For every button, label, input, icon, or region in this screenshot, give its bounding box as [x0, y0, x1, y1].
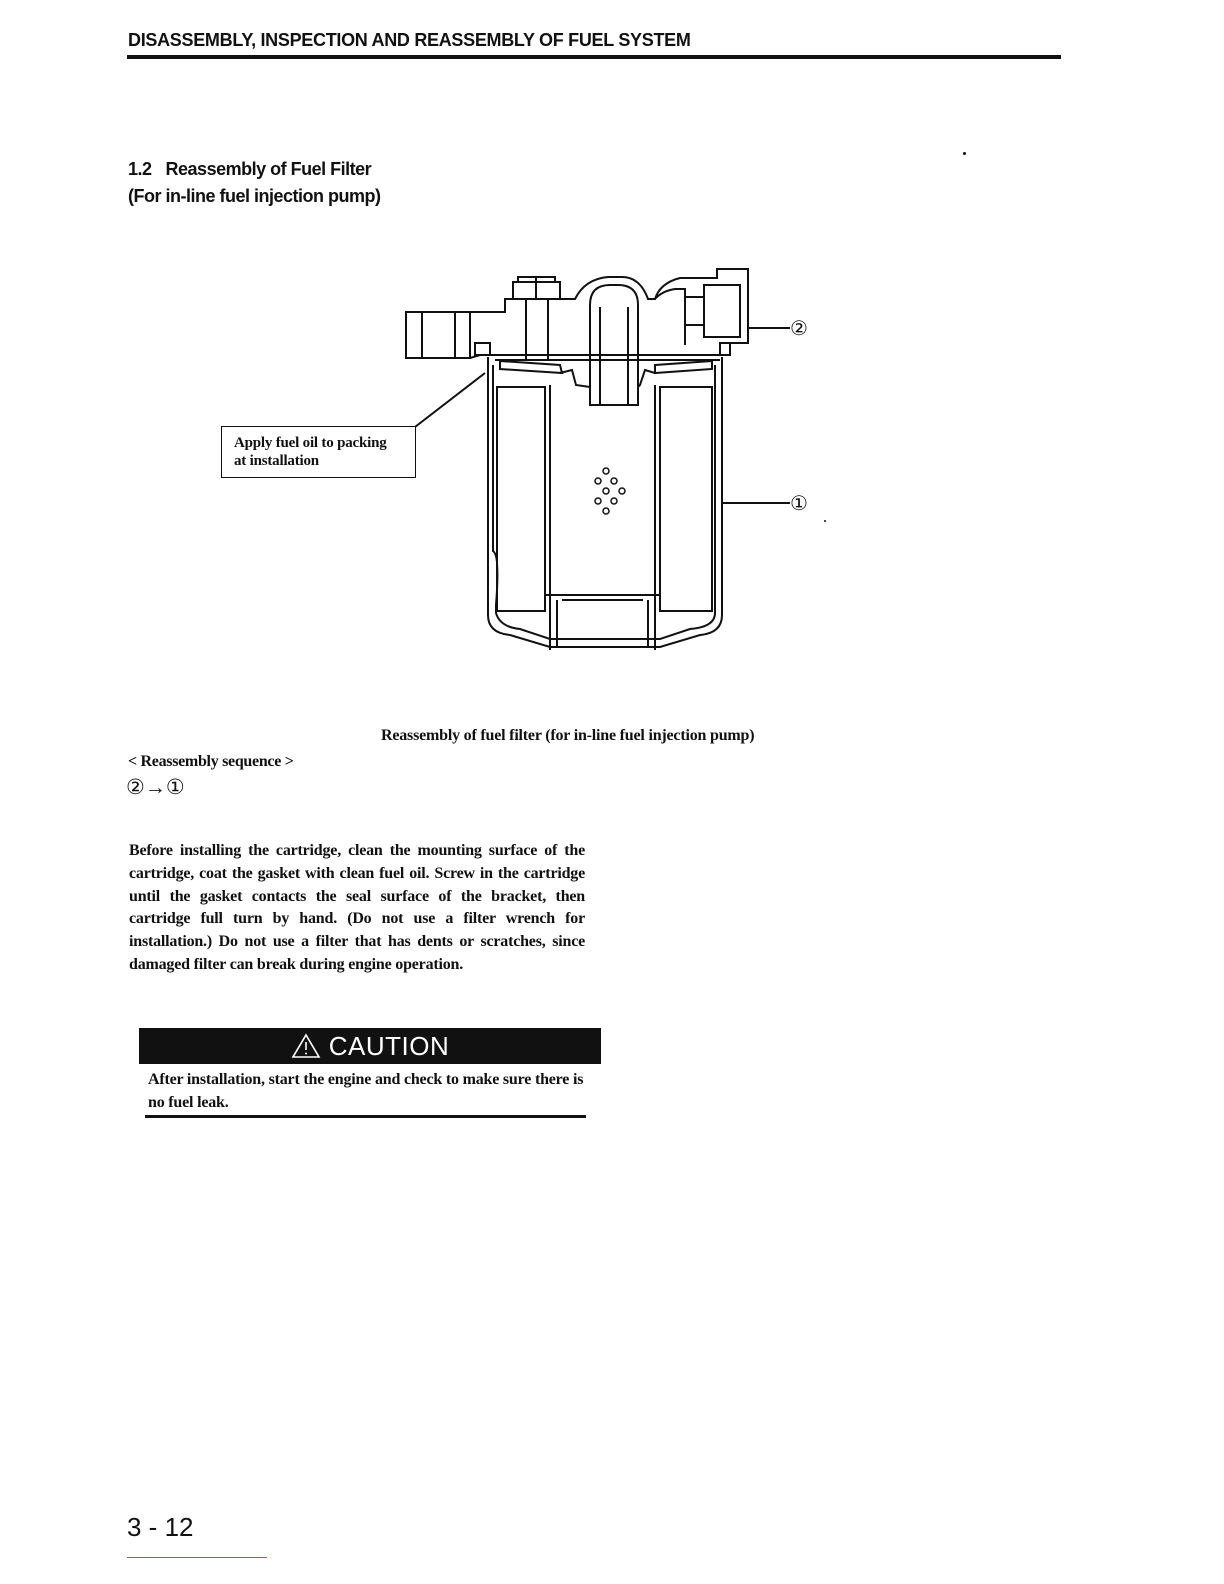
caution-title: CAUTION: [328, 1030, 450, 1061]
callout-line-1: Apply fuel oil to packing: [234, 435, 387, 451]
figure-caption: Reassembly of fuel filter (for in-line fuel injection pump): [381, 727, 755, 744]
filter-bracket: [470, 269, 748, 358]
section-number: 1.2: [128, 159, 152, 179]
section-heading: [128, 156, 380, 210]
footer-rule: [127, 1557, 267, 1558]
gasket-left: [500, 361, 562, 373]
stray-mark: [963, 152, 966, 155]
perforation-holes: [595, 468, 625, 514]
page-number: 3 - 12: [127, 1512, 194, 1542]
label-1: ①: [790, 491, 808, 515]
sequence-label: < Reassembly sequence >: [128, 753, 294, 770]
header-rule: [127, 55, 1061, 59]
sequence-value: ②→①: [126, 775, 185, 799]
label-2: ②: [790, 316, 808, 340]
left-inlet-fitting: [406, 312, 470, 358]
caution-banner: [139, 1028, 601, 1064]
filter-cartridge: [488, 357, 722, 647]
stray-mark: [824, 520, 826, 522]
warning-triangle-icon: [291, 1033, 321, 1059]
callout-box: [221, 426, 416, 478]
page-header-title: DISASSEMBLY, INSPECTION AND REASSEMBLY OF FUEL SYSTEM: [128, 30, 691, 50]
caution-text: After installation, start the engine and check to make sure there is no fuel leak.: [148, 1071, 584, 1111]
instruction-paragraph: Before installing the cartridge, clean the mounting surface of the cartridge, coat the gasket with clean fuel oil. Screw in the cartridge until the gasket contacts the seal surface of the bracket, then cartridge full turn by hand. (Do not use a filter wrench for installation.) Do not use a filter that has dents or scratches, since damaged filter can break during engine operation.: [129, 842, 585, 973]
callout-leader: [415, 373, 485, 427]
caution-rule: [145, 1115, 586, 1118]
section-title: Reassembly of Fuel Filter: [165, 159, 372, 179]
callout-line-2: at installation: [234, 453, 319, 469]
center-tube: [590, 285, 638, 405]
filter-element-left: [497, 387, 545, 611]
gasket-right: [655, 361, 712, 373]
filter-element-right: [660, 387, 712, 611]
section-subtitle: (For in-line fuel injection pump): [128, 186, 381, 206]
